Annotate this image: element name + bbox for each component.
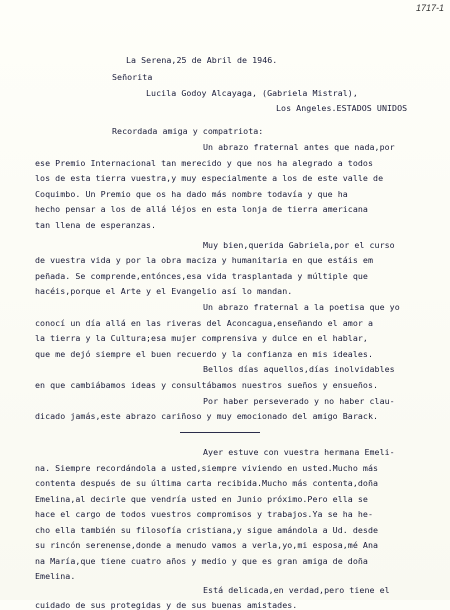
recipient-location: Los Angeles.ESTADOS UNIDOS — [276, 103, 408, 113]
recipient-name: Lucila Godoy Alcayaga, (Gabriela Mistral), — [146, 88, 358, 98]
paragraph-line: hace el cargo de todos vuestros compromisos y trabajos.Ya se ha he- — [35, 509, 374, 519]
date-line: La Serena,25 de Abril de 1946. — [126, 55, 278, 65]
paragraph-line: conocí un día allá en las riveras del Aconcagua,enseñando el amor a — [35, 318, 374, 328]
paragraph-line: Coquimbo. Un Premio que os ha dado más nombre todavía y que ha — [35, 189, 348, 199]
section-divider — [180, 432, 260, 433]
recipient-salutation: Señorita — [112, 72, 153, 82]
paragraph-line: Emelina. — [35, 571, 76, 581]
paragraph-line: de vuestra vida y por la obra maciza y humanitaria en que estáis em — [35, 255, 374, 265]
paragraph-line: tan llena de esperanzas. — [35, 220, 157, 230]
paragraph-line: que me dejó siempre el buen recuerdo y la confianza en mis ideales. — [35, 349, 374, 359]
paragraph-line: los de esta tierra vuestra,y muy especialmente a los de este valle de — [35, 173, 384, 183]
paragraph-line: ese Premio Internacional tan merecido y que nos ha alegrado a todos — [35, 158, 374, 168]
archive-reference-number: 1717-1 — [415, 3, 444, 13]
paragraph-line: hecho pensar a los de allá léjos en esta lonja de tierra americana — [35, 204, 368, 214]
greeting: Recordada amiga y compatriota: — [112, 126, 264, 136]
paragraph-line: Bellos días aquellos,días inolvidables — [203, 364, 395, 374]
paragraph-line: Un abrazo fraternal a la poetisa que yo — [203, 302, 400, 312]
paragraph-line: en que cambiábamos ideas y consultábamos nuestros sueños y ensueños. — [35, 380, 379, 390]
paragraph-line: Ayer estuve con vuestra hermana Emeli- — [203, 447, 395, 457]
paragraph-line: hacéis,porque el Arte y el Evangelio así lo mandan. — [35, 286, 293, 296]
paragraph-line: la tierra y la Cultura;esa mujer comprensiva y dulce en el hablar, — [35, 333, 368, 343]
paragraph-line: peñada. Se comprende,entónces,esa vida trasplantada y múltiple que — [35, 271, 368, 281]
paragraph-line: na. Siempre recordándola a usted,siempre viviendo en usted.Mucho más — [35, 463, 379, 473]
paragraph-line: cuidado de sus protegidas y de sus buenas amistades. — [35, 600, 298, 610]
paragraph-line: Emelina,al decirle que vendría usted en Junio próximo.Pero ella se — [35, 494, 368, 504]
paragraph-line: dicado jamás,este abrazo cariñoso y muy emocionado del amigo Barack. — [35, 411, 379, 421]
paragraph-line: Muy bien,querida Gabriela,por el curso — [203, 240, 395, 250]
paragraph-line: Está delicada,en verdad,pero tiene el — [203, 585, 390, 595]
paragraph-line: Un abrazo fraternal antes que nada,por — [203, 142, 395, 152]
paragraph-line: su rincón serenense,donde a menudo vamos a verla,yo,mi esposa,mé Ana — [35, 540, 379, 550]
paragraph-line: contenta después de su última carta recibida.Mucho más contenta,doña — [35, 478, 379, 488]
paragraph-line: cho ella también su filosofía cristiana,y sigue amándola a Ud. desde — [35, 525, 379, 535]
paragraph-line: Por haber perseverado y no haber clau- — [203, 396, 395, 406]
paragraph-line: na María,que tiene cuatro años y medio y que es gran amiga de doña — [35, 556, 368, 566]
